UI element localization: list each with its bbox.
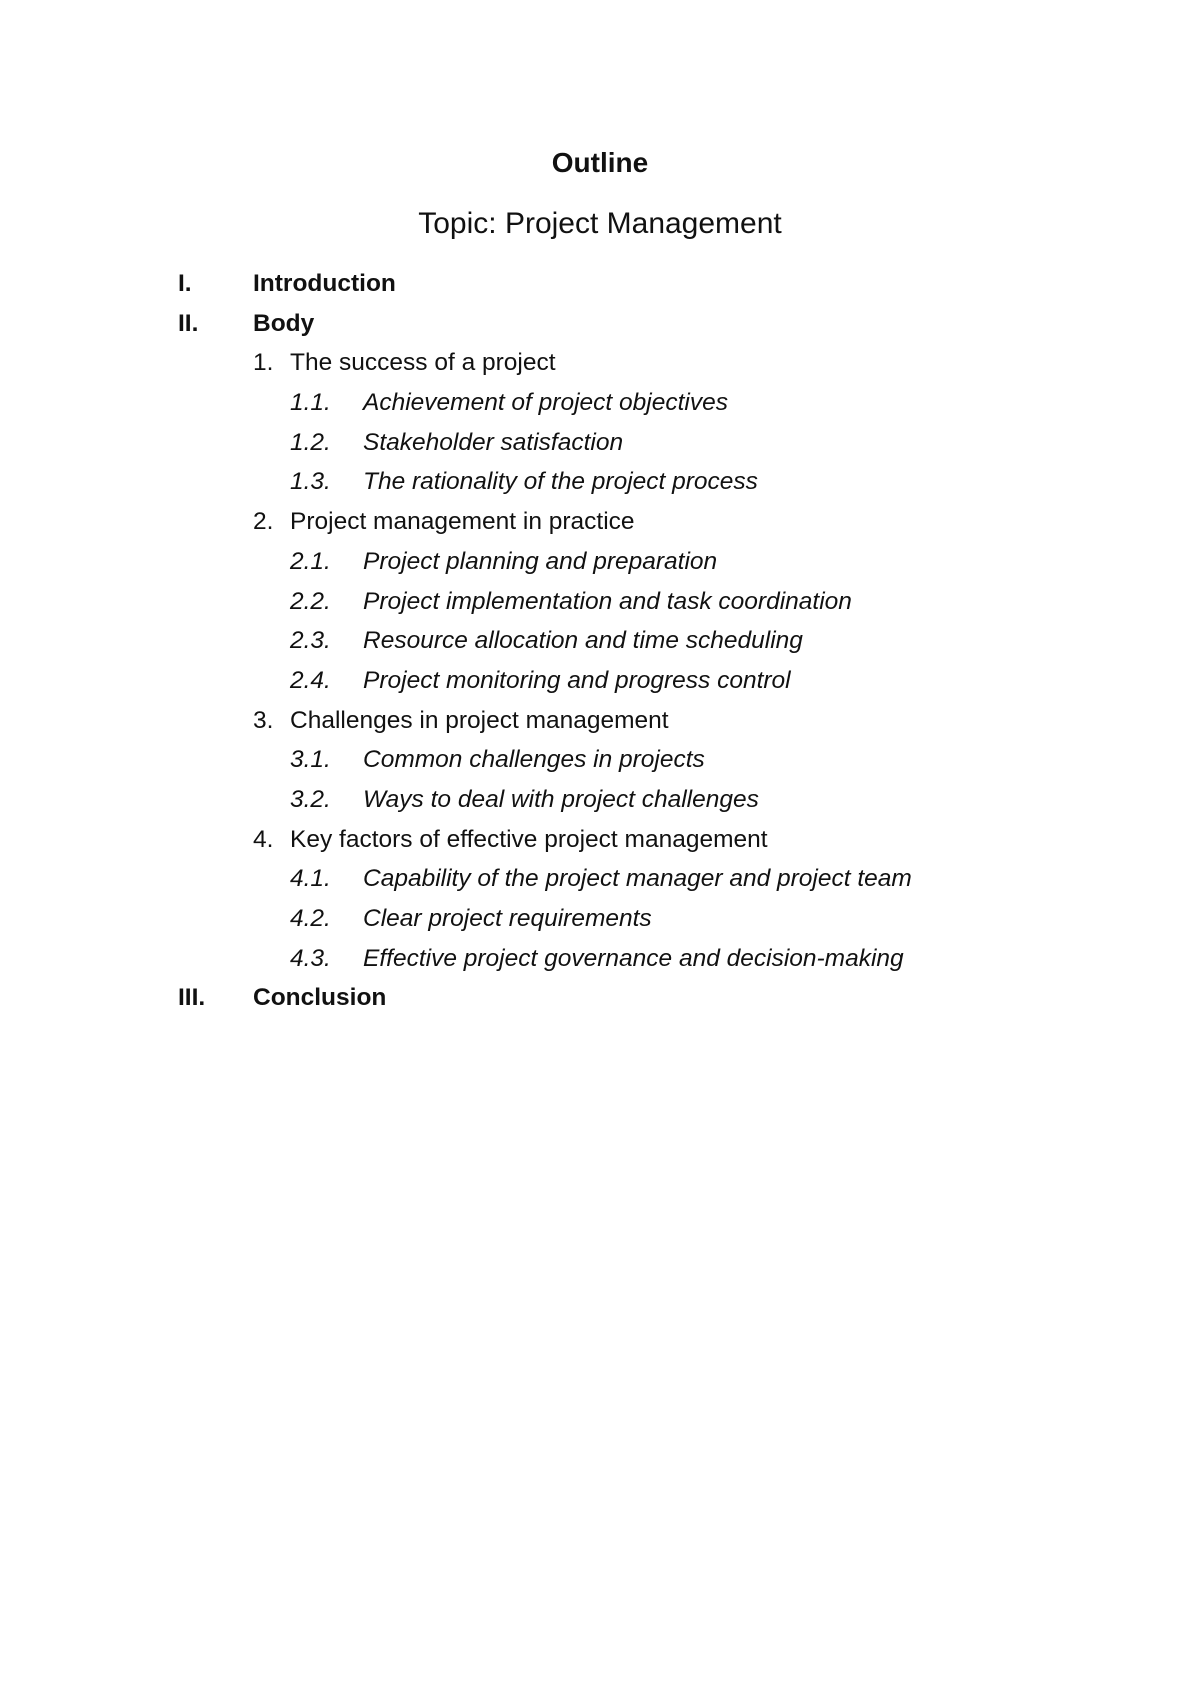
outline-subitem <box>0 625 1200 665</box>
outline-item <box>0 506 1200 546</box>
subitem-label: Effective project governance and decision-making <box>363 944 904 972</box>
outline-subitem <box>0 427 1200 467</box>
outline-subitem <box>0 466 1200 506</box>
subitem-number: 2.2. <box>290 587 331 615</box>
outline-subitem <box>0 903 1200 943</box>
subitem-number: 4.3. <box>290 944 331 972</box>
outline-item <box>0 705 1200 745</box>
subitem-number: 3.2. <box>290 785 331 813</box>
item-label: The success of a project <box>290 349 556 377</box>
outline-subitem <box>0 784 1200 824</box>
subitem-number: 1.1. <box>290 389 331 417</box>
subitem-label: Common challenges in projects <box>363 746 705 774</box>
subitem-number: 2.4. <box>290 666 331 694</box>
topic-heading: Topic: Project Management <box>418 207 782 240</box>
outline-subitem <box>0 744 1200 784</box>
outline-section-introduction <box>0 268 1200 308</box>
section-numeral: I. <box>178 270 192 297</box>
outline-subitem <box>0 546 1200 586</box>
section-numeral: II. <box>178 309 199 337</box>
item-number: 2. <box>253 508 274 536</box>
subitem-number: 2.1. <box>290 547 331 575</box>
subitem-label: Clear project requirements <box>363 905 652 932</box>
subitem-number: 3.1. <box>290 746 331 774</box>
subitem-number: 1.3. <box>290 468 331 496</box>
item-label: Challenges in project management <box>290 706 669 734</box>
outline-item <box>0 824 1200 864</box>
subitem-number: 4.2. <box>290 905 331 932</box>
subitem-label: Achievement of project objectives <box>363 389 728 417</box>
outline-item <box>0 347 1200 387</box>
subitem-label: Stakeholder satisfaction <box>363 428 624 456</box>
subitem-label: Ways to deal with project challenges <box>363 785 759 813</box>
subitem-number: 1.2. <box>290 428 331 456</box>
subitem-label: Project implementation and task coordination <box>363 587 852 615</box>
subitem-number: 2.3. <box>290 627 331 655</box>
subitem-label: Project monitoring and progress control <box>363 666 791 694</box>
item-number: 4. <box>253 825 274 853</box>
outline-subitem <box>0 863 1200 903</box>
subitem-label: Capability of the project manager and project team <box>363 865 912 893</box>
outline-subitem <box>0 943 1200 983</box>
section-label: Introduction <box>253 270 396 297</box>
item-label: Project management in practice <box>290 508 635 536</box>
page-title: Outline <box>551 147 649 178</box>
item-number: 3. <box>253 706 274 734</box>
outline-subitem <box>0 586 1200 626</box>
outline-list <box>0 268 1200 1022</box>
section-numeral: III. <box>178 984 206 1012</box>
outline-section-body <box>0 308 1200 348</box>
item-number: 1. <box>253 349 274 377</box>
subitem-label: Resource allocation and time scheduling <box>363 627 803 655</box>
subitem-number: 4.1. <box>290 865 331 893</box>
item-label: Key factors of effective project management <box>290 825 768 853</box>
outline-section-conclusion <box>0 982 1200 1022</box>
subitem-label: Project planning and preparation <box>363 547 718 575</box>
section-label: Body <box>253 309 315 337</box>
section-label: Conclusion <box>253 984 387 1012</box>
outline-subitem <box>0 665 1200 705</box>
outline-subitem <box>0 387 1200 427</box>
subitem-label: The rationality of the project process <box>363 468 758 496</box>
